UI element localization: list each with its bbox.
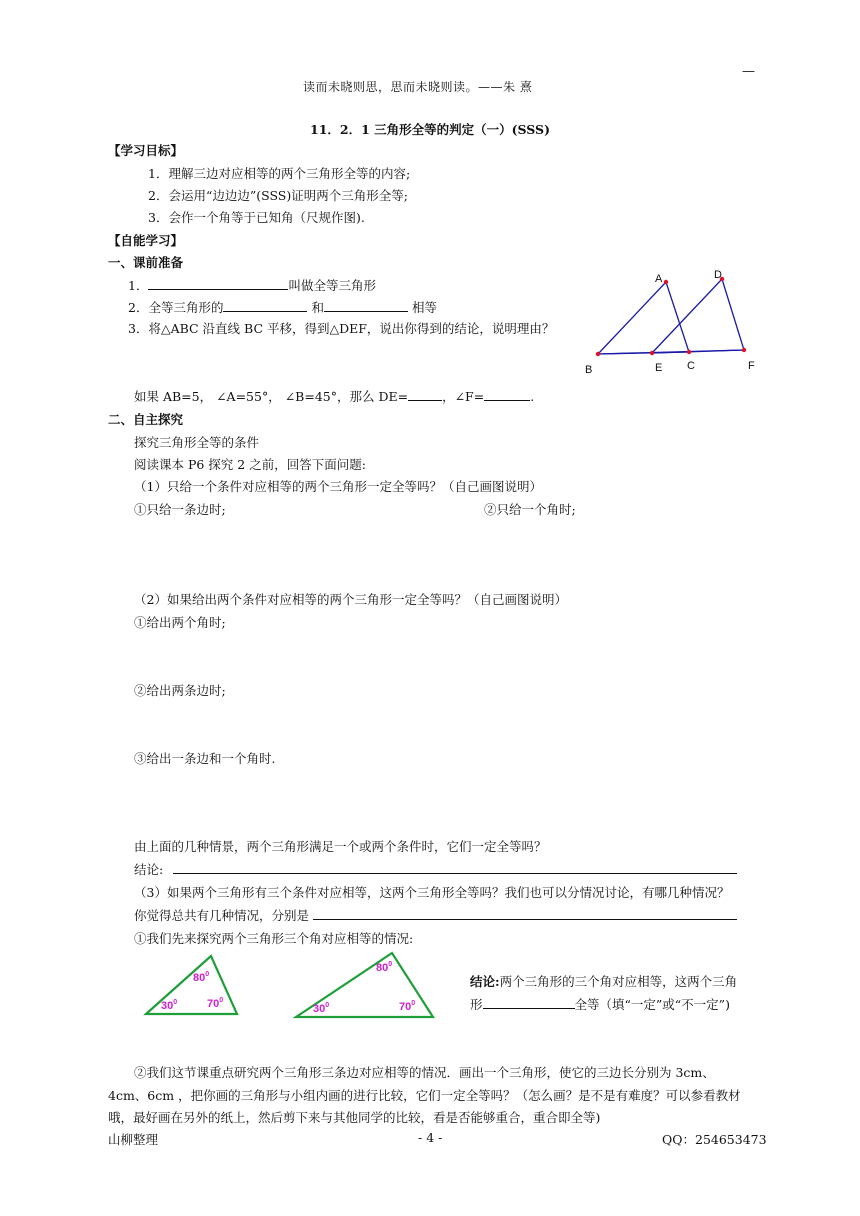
angles-conclusion-line2: [470, 995, 730, 1013]
angles-conclusion-line1: [470, 972, 737, 990]
angle-label-left: $30^0$: [161, 999, 178, 1012]
label-d: D: [714, 269, 722, 281]
footer-page-number: - 4 -: [418, 1130, 443, 1145]
small-triangle: [146, 956, 237, 1014]
point-b: [596, 352, 600, 356]
sss-paragraph-line3: 哦，最好画在另外的纸上，然后剪下来与其他同学的比较，看是否能够重合，重合即全等): [108, 1110, 601, 1125]
objective-item: 2．会运用“边边边”(SSS)证明两个三角形全等;: [148, 188, 408, 203]
explore-q1-a: ①只给一条边时;: [134, 502, 226, 517]
angle-label-right: $70^0$: [207, 997, 224, 1010]
angle-label-left: $30^0$: [313, 1002, 330, 1015]
triangle-def: [652, 279, 744, 353]
sss-paragraph-line2: 4cm、6cm ，把你画的三角形与小组内画的进行比较，它们一定全等吗？（怎么画？是不是有难度？可以参看教材: [108, 1088, 741, 1103]
label-a: A: [655, 273, 663, 285]
prep-q1-number: 1．: [128, 278, 149, 293]
header-corner-mark: —: [742, 64, 755, 79]
blank-line[interactable]: [408, 388, 442, 401]
prep-q1-text: 叫做全等三角形: [288, 278, 376, 293]
angles-conclusion-text: 全等（填“一定”或“不一定”): [574, 997, 730, 1012]
explore-q2-b: ②给出两条边时;: [134, 683, 226, 698]
self-study-heading: 【自能学习】: [108, 233, 184, 248]
prep-q4-text-c: .: [530, 389, 535, 404]
footer-left: 山柳整理: [108, 1132, 159, 1147]
prep-q2-suffix: 相等: [411, 300, 437, 315]
explore-q2: （2）如果给出两个条件对应相等的两个三角形一定全等吗？（自己画图说明）: [134, 592, 567, 607]
page-title: 11．2．1 三角形全等的判定（一）(SSS): [310, 122, 551, 137]
line-bf: [598, 350, 744, 354]
point-f: [742, 348, 746, 352]
explore-read: 阅读课本 P6 探究 2 之前，回答下面问题:: [134, 457, 366, 472]
angle-label-right: $70^0$: [399, 1000, 416, 1013]
conclusion-label: 结论:: [134, 862, 164, 877]
explore-q3-a: ①我们先来探究两个三角形三个角对应相等的情况:: [134, 931, 414, 946]
objective-item: 1．理解三边对应相等的两个三角形全等的内容;: [148, 166, 411, 181]
explore-subtitle: 探究三角形全等的条件: [134, 435, 260, 450]
label-f: F: [748, 360, 755, 372]
blank-line[interactable]: [483, 996, 575, 1009]
prep-q1: [128, 276, 376, 294]
prep-q4: [134, 387, 534, 405]
point-e: [650, 351, 654, 355]
prep-q3: 3．将△ABC 沿直线 BC 平移，得到△DEF，说出你得到的结论，说明理由？: [128, 321, 555, 336]
label-e: E: [655, 362, 663, 374]
prep-q2-prefix: 2．全等三角形的: [128, 300, 224, 315]
angles-conclusion-text: 形: [470, 997, 483, 1012]
header-quote: 读而未晓则思，思而未晓则读。——朱 熹: [303, 80, 533, 94]
prep-heading: 一、课前准备: [108, 255, 184, 270]
prep-q2-mid: 和: [311, 300, 324, 315]
label-b: B: [585, 364, 593, 376]
equal-angle-triangles-figure: [140, 945, 450, 1025]
label-c: C: [687, 360, 695, 372]
explore-q1-b: ②只给一个角时;: [484, 502, 576, 517]
objective-item: 3．会作一个角等于已知角（尺规作图).: [148, 210, 365, 225]
objectives-heading: 【学习目标】: [108, 143, 184, 158]
angle-label-top: $80^0$: [376, 961, 393, 974]
prep-q4-text-a: 如果 AB=5， ∠A=55°， ∠B=45°，那么 DE=: [134, 389, 409, 404]
angle-label-top: $80^0$: [193, 971, 210, 984]
prep-q2: [128, 298, 437, 316]
sss-paragraph-line1: ②我们这节课重点研究两个三角形三条边对应相等的情况．画出一个三角形，使它的三边长分别为 3cm、: [134, 1065, 715, 1080]
point-a: [664, 280, 668, 284]
angles-conclusion-label: 结论:: [470, 974, 500, 989]
blank-line[interactable]: [223, 299, 307, 312]
blank-line[interactable]: [324, 299, 408, 312]
explore-q2-a: ①给出两个角时;: [134, 615, 226, 630]
explore-q2-c: ③给出一条边和一个角时.: [134, 751, 276, 766]
explore-summary-question: 由上面的几种情景，两个三角形满足一个或两个条件时，它们一定全等吗？: [134, 839, 547, 854]
footer-contact: QQ：254653473: [662, 1132, 767, 1147]
explore-q3-line1: （3）如果两个三角形有三个条件对应相等，这两个三角形全等吗？我们也可以分情况讨论，有哪几种情况？: [134, 885, 730, 900]
angles-conclusion-text: 两个三角形的三个角对应相等，这两个三角: [499, 974, 738, 989]
cases-blank-line[interactable]: [313, 919, 737, 920]
blank-line[interactable]: [484, 388, 530, 401]
blank-line[interactable]: [148, 277, 288, 290]
explore-q3-line2: 你觉得总共有几种情况，分别是: [134, 908, 310, 923]
explore-q1: （1）只给一个条件对应相等的两个三角形一定全等吗？（自己画图说明）: [134, 479, 542, 494]
translated-triangles-figure: [575, 262, 775, 380]
triangle-abc: [598, 282, 689, 354]
prep-q4-text-b: ，∠F=: [442, 389, 485, 404]
point-c: [687, 350, 691, 354]
explore-heading: 二、自主探究: [108, 412, 184, 427]
conclusion-blank-line[interactable]: [173, 873, 737, 874]
